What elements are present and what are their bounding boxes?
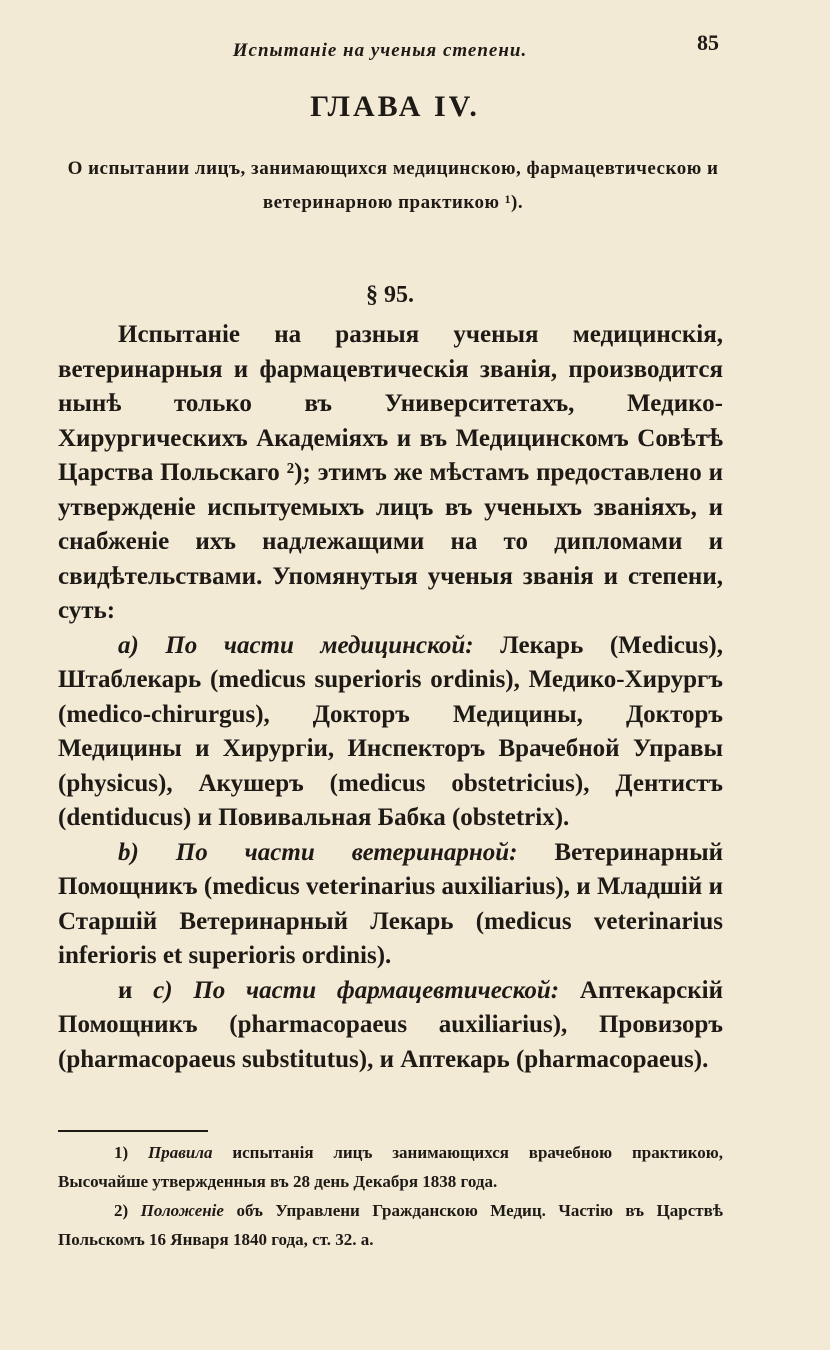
footnote-2-marker: 2): [114, 1201, 129, 1220]
veterinary-label: b) По части ветеринарной:: [118, 838, 518, 866]
paragraph-veterinary: [58, 836, 723, 974]
paragraph-pharmaceutical: [58, 974, 723, 1078]
pharmaceutical-prefix: и: [118, 976, 133, 1004]
footnotes: [58, 1138, 723, 1254]
pharmaceutical-label: c) По части фармацевтической:: [153, 976, 560, 1004]
medical-label: a) По части медицинской:: [118, 631, 474, 659]
veterinary-text: Ветеринарный Помощникъ (medicus veterinarius auxiliarius), и Младшій и Старшій Ветеринарный Лекарь (medicus veterinarius inferioris et superioris ordinis).: [58, 838, 724, 969]
chapter-heading: ГЛАВА IV.: [310, 90, 480, 123]
footnote-2-label: Положеніе: [140, 1201, 224, 1220]
page-number: 85: [697, 30, 719, 55]
paragraph-medical: [58, 629, 723, 836]
medical-text: Лекарь (Medicus), Штаблекарь (medicus superioris ordinis), Медико-Хирургъ (medico-chirurgus), Докторъ Медицины, Докторъ Медицины и Хирургіи, Инспекторъ Врачебной Управы (physicus), Акушеръ (medicus obstetricius), Дентистъ (dentiducus) и Повивальная Бабка (obstetrix).: [58, 631, 723, 831]
section-body: [58, 318, 723, 1077]
pharmaceutical-text: Аптекарскій Помощникъ (pharmacopaeus auxiliarius), Провизоръ (pharmacopaeus substitutus), и Аптекарь (pharmacopaeus).: [58, 976, 724, 1073]
footnote-2-text: объ Управлени Гражданскою Медиц. Частію въ Царствѣ Польскомъ 16 Января 1840 года, ст. 32. а.: [58, 1201, 723, 1249]
chapter-title: О испытании лицъ, занимающихся медицинскою, фармацевтическою и ветеринарною практикою ¹).: [67, 158, 719, 213]
footnote-2: [58, 1196, 723, 1254]
footnote-1-marker: 1): [114, 1143, 129, 1162]
footnote-1-text: испытанія лицъ занимающихся врачебною практикою, Высочайше утвержденныя въ 28 день Декабря 1838 года.: [58, 1143, 724, 1191]
paragraph-intro: Испытаніе на разныя ученыя медицинскія, ветеринарныя и фармацевтическія званія, производится нынѣ только въ Университетахъ, Медико-Хирургическихъ Академіяхъ и въ Медицинскомъ Совѣтѣ Царства Польскаго ²); этимъ же мѣстамъ предоставлено и утвержденіе испытуемыхъ лицъ въ ученыхъ званіяхъ, и снабженіе ихъ надлежащими на то дипломами и свидѣтельствами. Упомянутыя ученыя званія и степени, суть:: [58, 321, 723, 624]
running-head: Испытаніе на ученыя степени.: [232, 40, 528, 61]
section-mark: § 95.: [366, 282, 414, 308]
footnote-1-label: Правила: [148, 1143, 213, 1162]
footnote-1: [58, 1138, 723, 1196]
footnote-rule: [58, 1130, 208, 1132]
